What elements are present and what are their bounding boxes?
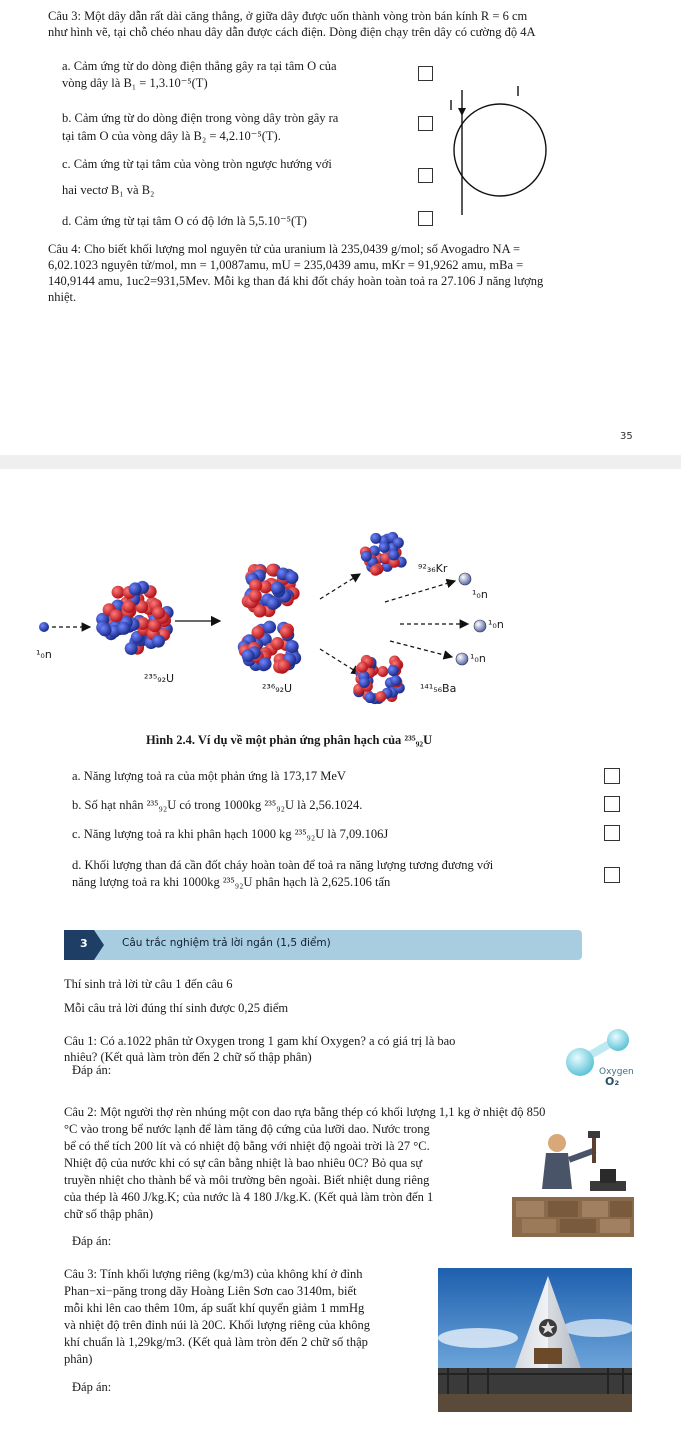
neutron-out-1	[459, 573, 471, 585]
s2-line7: chữ số thập phân)	[64, 1207, 154, 1221]
checkbox-q3-d[interactable]	[418, 211, 433, 226]
nucleon	[361, 551, 372, 562]
nucleon	[370, 565, 381, 576]
nucleon	[286, 640, 299, 653]
s3-line5: khí chuẩn là 1,29kg/m3. (Kết quả làm tròn đến 2 chữ số thập	[64, 1335, 368, 1349]
section-number: 3	[80, 937, 88, 950]
figure-caption: Hình 2.4. Ví dụ về một phản ứng phân hạch của ²³⁵₉₂U	[146, 733, 433, 747]
s1-line2: nhiêu? (Kết quả làm tròn đến 2 chữ số thập phân)	[64, 1050, 312, 1064]
label-kr: ⁹²₃₆Kr	[418, 562, 448, 575]
wire-loop-diagram	[440, 80, 560, 220]
nucleon	[388, 665, 399, 676]
q4-line3: 140,9144 amu, 1uc2=931,5Mev. Mỗi kg than đá khi đốt cháy hoàn toàn toả ra 27.106 J năng lượng	[48, 274, 544, 288]
checkbox-q3-a[interactable]	[418, 66, 433, 81]
checkbox-q4-c[interactable]	[604, 825, 620, 841]
checkbox-q4-d[interactable]	[604, 867, 620, 883]
nucleon	[390, 675, 401, 686]
q4-b: b. Số hạt nhân ²³⁵₉₂U có trong 1000kg ²³⁵₉₂U là 2,56.1024.	[72, 798, 363, 812]
s2-line4: Nhiệt độ của nước khi có sự cân bằng nhiệt là bao nhiêu 0C? Bỏ qua sự	[64, 1156, 423, 1170]
s3-line1: Câu 3: Tính khối lượng riêng (kg/m3) của không khí ở đỉnh	[64, 1267, 363, 1281]
q3-c-line1: c. Cảm ứng từ tại tâm của vòng tròn ngược hướng với	[62, 157, 332, 171]
checkbox-q3-b[interactable]	[418, 116, 433, 131]
neutron-out-2	[474, 620, 486, 632]
ba-nucleus	[353, 655, 405, 704]
page-1	[0, 0, 681, 455]
nucleon	[267, 597, 280, 610]
nucleon	[277, 659, 290, 672]
fission-diagram	[30, 529, 630, 729]
instruction-1: Thí sinh trả lời từ câu 1 đến câu 6	[64, 977, 233, 991]
label-n-out-2: ¹₀n	[488, 618, 504, 631]
s2-line6: của thép là 460 J/kg.K; của nước là 4 180 J/kg.K. (Kết quả làm tròn đến 1	[64, 1190, 434, 1204]
checkbox-q4-b[interactable]	[604, 796, 620, 812]
answer-label-1: Đáp án:	[72, 1063, 112, 1077]
nucleon	[357, 662, 368, 673]
label-neutron-in: ¹₀n	[36, 648, 52, 661]
q3-a-line1: a. Cảm ứng từ do dòng điện thẳng gây ra tại tâm O của	[62, 59, 337, 73]
answer-label-2: Đáp án:	[72, 1234, 112, 1248]
nucleon	[263, 621, 276, 634]
q4-d-line1: d. Khối lượng than đá cần đốt cháy hoàn toàn để toả ra năng lượng tương đương với	[72, 858, 494, 872]
s3-line3: mỗi khi lên cao thêm 10m, áp suất khí quyển giảm 1 mmHg	[64, 1301, 365, 1315]
nucleon	[388, 549, 399, 560]
nucleon	[117, 622, 130, 635]
nucleon	[112, 586, 125, 599]
label-n-out-1: ¹₀n	[472, 588, 488, 601]
neutron-out-3	[456, 653, 468, 665]
nucleon	[280, 625, 293, 638]
nucleon	[152, 635, 165, 648]
q3-c-line2: hai vectơ B₁ và B₂	[62, 183, 155, 197]
q4-line4: nhiệt.	[48, 290, 77, 304]
s2-line5: truyền nhiệt cho thành bể và môi trường bên ngoài. Biết nhiệt dung riêng	[64, 1173, 430, 1187]
s2-line3: bể có thể tích 200 lít và có nhiệt độ bằng với nhiệt độ ngoài trời là 27 °C.	[64, 1139, 430, 1153]
nucleon	[285, 571, 298, 584]
q3-b-line1: b. Cảm ứng từ do dòng điện trong vòng dây tròn gây ra	[62, 111, 339, 125]
page-separator	[0, 455, 681, 469]
q3-line2: như hình vẽ, tại chỗ chéo nhau dây dẫn được cách điện. Dòng điện chạy trên dây có cường độ 4A	[48, 25, 536, 39]
q4-line2: 6,02.1023 nguyên tử/mol, mn = 1,0087amu, mU = 235,0439 amu, mKr = 91,9262 amu, mBa =	[48, 258, 524, 272]
nucleon	[249, 589, 262, 602]
q4-c: c. Năng lượng toả ra khi phân hạch 1000 kg ²³⁵₉₂U là 7,09.106J	[72, 827, 389, 841]
answer-label-3: Đáp án:	[72, 1380, 112, 1394]
s3-line6: phân)	[64, 1352, 93, 1366]
label-u235: ²³⁵₉₂U	[144, 672, 175, 685]
checkbox-q4-a[interactable]	[604, 768, 620, 784]
nucleon	[129, 582, 142, 595]
u236-nucleus	[238, 564, 301, 674]
blacksmith-illustration	[512, 1119, 634, 1237]
nucleon	[393, 537, 404, 548]
label-n-out-3: ¹₀n	[470, 652, 486, 665]
q4-a: a. Năng lượng toả ra của một phản ứng là 173,17 MeV	[72, 769, 346, 783]
nucleon	[259, 657, 272, 670]
nucleon	[375, 691, 386, 702]
q3-a-line2: vòng dây là B₁ = 1,3.10⁻⁵(T)	[62, 76, 208, 90]
nucleon	[99, 624, 112, 637]
q3-line1: Câu 3: Một dây dẫn rất dài căng thẳng, ở giữa dây được uốn thành vòng tròn bán kính R = 6 cm	[48, 9, 528, 23]
q3-d-line: d. Cảm ứng từ tại tâm O có độ lớn là 5,5.10⁻⁵(T)	[62, 214, 307, 228]
q4-d-line2: năng lượng toả ra khi 1000kg ²³⁵₉₂U phân hạch là 2,625.106 tấn	[72, 875, 391, 889]
nucleon	[271, 637, 284, 650]
q4-line1: Câu 4: Cho biết khối lượng mol nguyên tử của uranium là 235,0439 g/mol; số Avogadro NA =	[48, 242, 521, 256]
oxygen-formula: O₂	[605, 1075, 620, 1088]
nucleon	[359, 677, 370, 688]
kr-nucleus	[360, 532, 407, 576]
nucleon	[110, 609, 123, 622]
s2-line2: °C vào trong bể nước lạnh để làm tăng độ cứng của lưỡi dao. Nước trong	[64, 1122, 430, 1136]
nucleon	[242, 649, 255, 662]
label-u236: ²³⁶₉₂U	[262, 682, 293, 695]
q3-b-line2: tại tâm O của vòng dây là B₂ = 4,2.10⁻⁵(T).	[62, 129, 281, 143]
u235-nucleus	[96, 581, 173, 655]
nucleon	[365, 692, 376, 703]
s1-line1: Câu 1: Có a.1022 phân tử Oxygen trong 1 gam khí Oxygen? a có giá trị là bao	[64, 1034, 456, 1048]
instruction-2: Mỗi câu trả lời đúng thí sinh được 0,25 điểm	[64, 1001, 289, 1015]
neutron-in	[39, 622, 49, 632]
nucleon	[379, 542, 390, 553]
fansipan-summit-photo	[438, 1268, 632, 1412]
nucleon	[152, 606, 165, 619]
checkbox-q3-c[interactable]	[418, 168, 433, 183]
label-ba: ¹⁴¹₅₆Ba	[420, 682, 457, 695]
nucleon	[370, 533, 381, 544]
oxygen-label: Oxygen	[599, 1067, 634, 1077]
nucleon	[122, 600, 135, 613]
page-number: 35	[620, 431, 633, 442]
s2-line1: Câu 2: Một người thợ rèn nhúng một con dao rựa bằng thép có khối lượng 1,1 kg ở nhiệt độ 850	[64, 1105, 546, 1119]
nucleon	[377, 666, 388, 677]
nucleon	[271, 582, 284, 595]
s3-line2: Phan−xi−păng trong dãy Hoàng Liên Sơn cao 3140m, biết	[64, 1284, 357, 1298]
s3-line4: và nhiệt độ trên đỉnh núi là 20C. Khối lượng riêng của không	[64, 1318, 371, 1332]
section-title: Câu trắc nghiệm trả lời ngắn (1,5 điểm)	[122, 937, 331, 949]
